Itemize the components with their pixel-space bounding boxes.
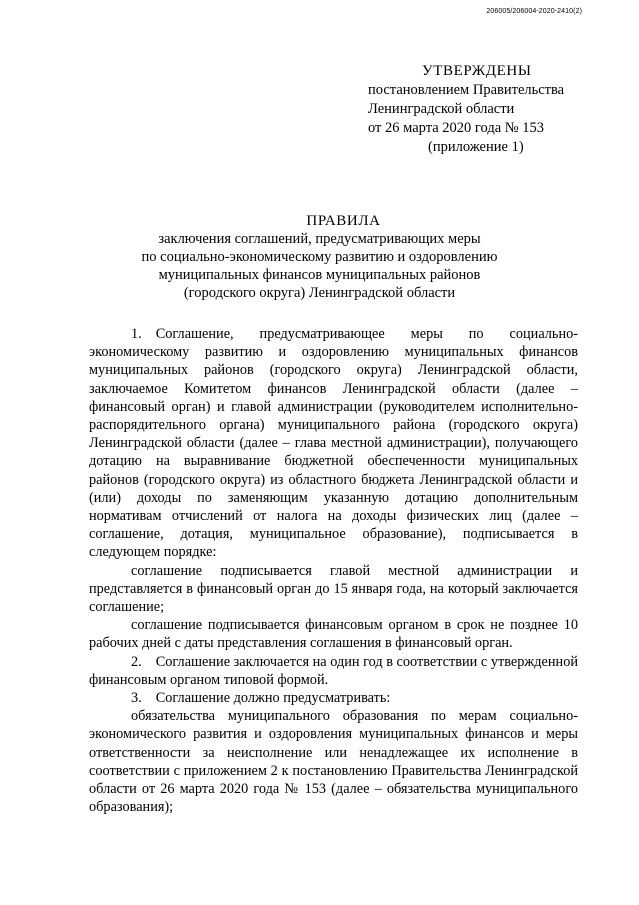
paragraph-2-text: Соглашение заключается на один год в соответствии с утвержденной финансовым органом типовой формой. bbox=[89, 653, 578, 688]
document-heading bbox=[0, 212, 639, 302]
paragraph-3 bbox=[89, 689, 578, 707]
paragraph-1-number: 1. bbox=[131, 326, 142, 342]
document-body bbox=[89, 325, 578, 816]
approval-block bbox=[368, 62, 608, 157]
paragraph-1b: соглашение подписывается финансовым органом в срок не позднее 10 рабочих дней с даты представления соглашения в финансовый орган. bbox=[89, 617, 578, 652]
document-number: 206005/206004-2020-2410(2) bbox=[486, 8, 582, 15]
paragraph-3a: обязательства муниципального образования по мерам социально-экономического развития и оздоровления муниципальных финансов и меры ответственности за неисполнение или ненадлежащее их исполнение в соответствии с приложением 2 к постановлению Правительства Ленинградской области от 26 марта 2020 года № 153 (далее – обязательства муниципального образования); bbox=[89, 708, 578, 816]
approval-line-2: Ленинградской области bbox=[368, 101, 515, 117]
approval-line-3: от 26 марта 2020 года № 153 bbox=[368, 120, 544, 136]
approval-appendix: (приложение 1) bbox=[428, 139, 524, 155]
approval-line-1: постановлением Правительства bbox=[368, 82, 565, 98]
paragraph-3-number: 3. bbox=[131, 690, 142, 707]
paragraph-1 bbox=[89, 325, 578, 562]
paragraph-1-text: Соглашение, предусматривающее меры по социально-экономическому развитию и оздоровлению муниципальных финансов муниципальных районов (городского округа) Ленинградской области, заключаемое Комитетом финансов Ленинградской области (далее – финансовый орган) и главой администрации (руководителем исполнительно-распорядительного органа) муниципального района (городского округа) Ленинградской области (далее – глава местной администрации), получающего дотацию на выравнивание бюджетной обеспеченности муниципальных районов (городского округа) из областного бюджета Ленинградской области и (или) доходы по заменяющим указанную дотацию дополнительным нормативам отчислений от налога на доходы физических лиц (далее – соглашение, дотация, муниципальное образование), подписывается в следующем порядке: bbox=[89, 326, 578, 561]
document-title: ПРАВИЛА bbox=[306, 213, 381, 229]
heading-line-2: по социально-экономическому развитию и оздоровлению bbox=[141, 249, 498, 265]
paragraph-3-text: Соглашение должно предусматривать: bbox=[155, 690, 391, 707]
heading-line-4: (городского округа) Ленинградской области bbox=[183, 285, 456, 301]
approval-title: УТВЕРЖДЕНЫ bbox=[422, 63, 532, 79]
paragraph-1a: соглашение подписывается главой местной администрации и представляется в финансовый орган до 15 января года, на который заключается соглашение; bbox=[89, 562, 578, 616]
paragraph-2 bbox=[89, 653, 578, 689]
heading-line-1: заключения соглашений, предусматривающих меры bbox=[158, 231, 481, 247]
paragraph-2-number: 2. bbox=[131, 653, 142, 670]
heading-line-3: муниципальных финансов муниципальных районов bbox=[158, 267, 481, 283]
